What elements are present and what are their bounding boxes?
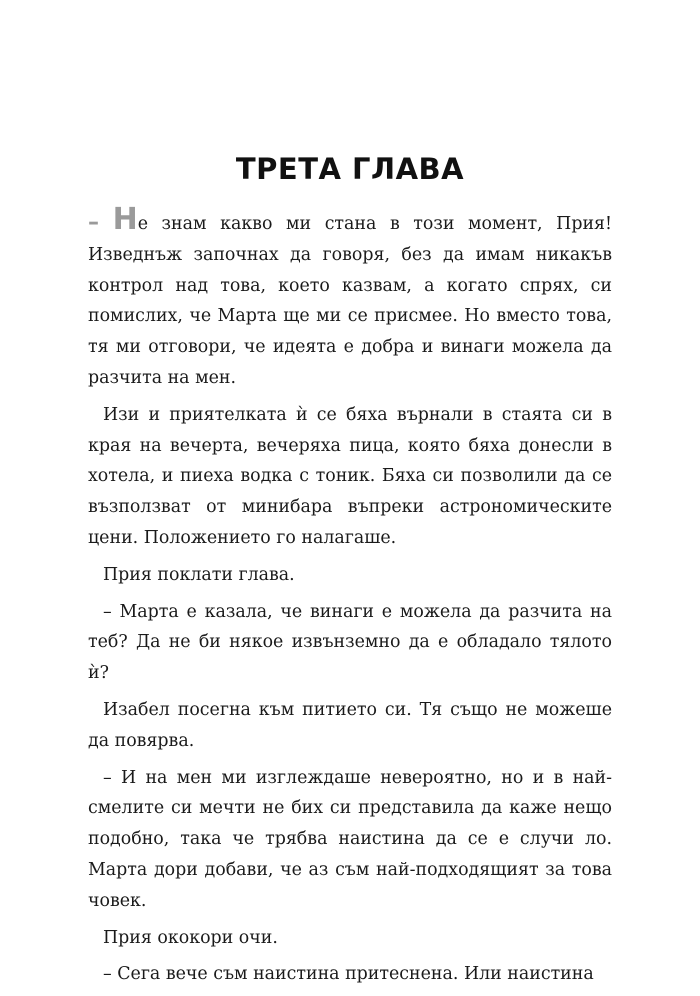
paragraph: Прия поклати глава. xyxy=(103,564,295,585)
opening-paragraph xyxy=(88,202,613,394)
opening-dash: – xyxy=(88,210,99,235)
chapter-body xyxy=(88,202,613,996)
chapter-title: ТРЕТА ГЛАВА xyxy=(235,152,465,186)
paragraph: – Сега вече съм наистина притеснена. Или наистина xyxy=(103,964,594,985)
paragraph: – И на мен ми изглеждаше невероятно, но и в най-смелите си мечти не бих си представила да каже нещо подобно, така че трябва наистина да се е случи ло. Марта дори добави, че аз съм най-подходящият за това човек. xyxy=(88,767,612,911)
opening-text: е знам какво ми стана в този момент, Прия! Изведнъж започнах да говоря, без да имам никакъв контрол над това, което казвам, а когато спрях, си помислих, че Марта ще ми се присмее. Но вместо това, тя ми отговори, че идеята е добра и винаги можела да разчита на мен. xyxy=(88,214,613,388)
paragraph: Изабел посегна към питието си. Тя също не можеше да повярва. xyxy=(88,699,612,751)
paragraph: – Марта е казала, че винаги е можела да разчита на теб? Да не би някое извънземно да е обладало тялото ѝ? xyxy=(88,601,612,684)
drop-initial: Н xyxy=(112,202,138,237)
paragraph: Изи и приятелката ѝ се бяха върнали в стаята си в края на вечерта, вечеряха пица, която бяха донесли в хотела, и пиеха водка с тоник. Бяха си позволили да се възползват от минибара въпреки астрономическите цени. Положението го налагаше. xyxy=(88,404,612,548)
paragraph: Прия ококори очи. xyxy=(103,927,278,948)
